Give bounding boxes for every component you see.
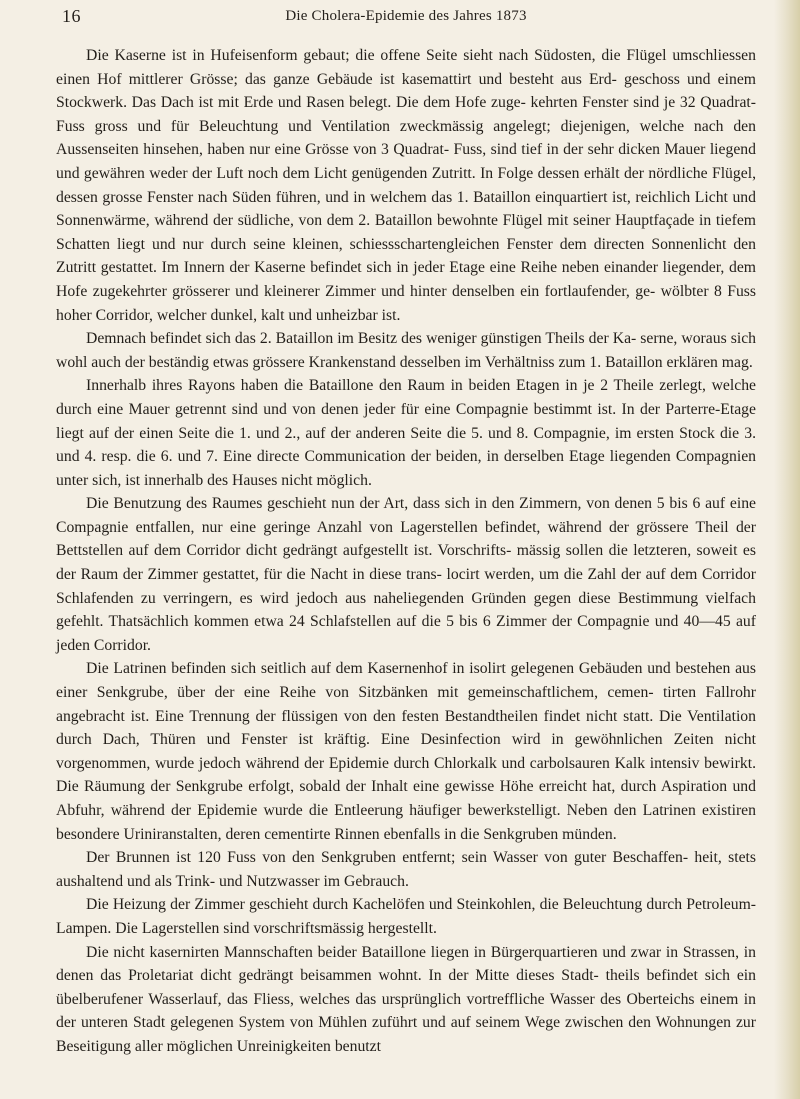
page-edge-shadow	[774, 0, 800, 1099]
paragraph-bataillon-comparison: Demnach befindet sich das 2. Bataillon im Besitz des weniger günstigen Theils der Ka- serne, woraus sich wohl auch der beständig etwas grössere Krankenstand desselben im Verhältniss zum 1. Bataillon erklären mag.	[56, 330, 756, 371]
running-title: Die Cholera-Epidemie des Jahres 1873	[285, 8, 527, 24]
paragraph-room-usage: Die Benutzung des Raumes geschieht nun der Art, dass sich in den Zimmern, von denen 5 bis 6 auf eine Compagnie entfallen, nur eine geringe Anzahl von Lagerstellen befindet, während der grössere Theil der Bettstellen auf dem Corridor dicht gedrängt aufgestellt ist. Vorschrifts- mässig sollen die letzteren, soweit es der Raum der Zimmer gestattet, für die Nacht in diese trans- locirt werden, um die Zahl der auf dem Corridor Schlafenden zu verringern, es wird jedoch aus naheliegenden Gründen gegen diese Bestimmung vielfach gefehlt. Thatsächlich kommen etwa 24 Schlafstellen auf die 5 bis 6 Zimmer der Compagnie und 40—45 auf jeden Corridor.	[56, 495, 756, 654]
paragraph-rayon-division: Innerhalb ihres Rayons haben die Bataillone den Raum in beiden Etagen in je 2 Theile zerlegt, welche durch eine Mauer getrennt sind und von denen jeder für eine Compagnie bestimmt ist. In der Parterre-Etage liegt auf der einen Seite die 1. und 2., auf der anderen Seite die 5. und 8. Compagnie, im ersten Stock die 3. und 4. resp. die 6. und 7. Eine directe Communication der beiden, in derselben Etage liegenden Compagnien unter sich, ist innerhalb des Hauses nicht möglich.	[56, 377, 756, 489]
paragraph-kaserne-description: Die Kaserne ist in Hufeisenform gebaut; die offene Seite sieht nach Südosten, die Flügel umschliessen einen Hof mittlerer Grösse; das ganze Gebäude ist kasemattirt und besteht aus Erd- geschoss und einem Stockwerk. Das Dach ist mit Erde und Rasen belegt. Die dem Hofe zuge- kehrten Fenster sind je 32 Quadrat-Fuss gross und für Beleuchtung und Ventilation zweckmässig angelegt; diejenigen, welche nach den Aussenseiten hinsehen, haben nur eine Grösse von 3 Quadrat- Fuss, sind tief in der sehr dicken Mauer liegend und gewähren weder der Luft noch dem Licht genügenden Zutritt. In Folge dessen erhält der nördliche Flügel, dessen grosse Fenster nach Süden führen, und in welchem das 1. Bataillon einquartiert ist, reichlich Licht und Sonnenwärme, während der südliche, von dem 2. Bataillon bewohnte Flügel mit seiner Hauptfaçade in tiefem Schatten liegt und nur durch seine kleinen, schiessschartengleichen Fenster dem directen Sonnenlicht den Zutritt gestattet. Im Innern der Kaserne befindet sich in jeder Etage eine Reihe neben einander liegender, dem Hofe zugekehrter grösserer und kleinerer Zimmer und hinter denselben ein fortlaufender, ge- wölbter 8 Fuss hoher Corridor, welcher dunkel, kalt und unheizbar ist.	[56, 47, 756, 324]
paragraph-quarters: Die nicht kasernirten Mannschaften beider Bataillone liegen in Bürgerquartieren und zwar in Strassen, in denen das Proletariat dicht gedrängt beisammen wohnt. In der Mitte dieses Stadt- theils befindet sich ein übelberufener Wasserlauf, das Fliess, welches das ursprünglich vortreffliche Wasser des Oberteichs einem in der unteren Stadt gelegenen System von Mühlen zuführt und auf seinem Wege zwischen den Wohnungen zur Beseitigung aller möglichen Unreinigkeiten benutzt	[56, 943, 756, 1055]
body-text	[56, 44, 756, 1059]
page-header	[56, 6, 756, 30]
paragraph-latrines: Die Latrinen befinden sich seitlich auf dem Kasernenhof in isolirt gelegenen Gebäuden und bestehen aus einer Senkgrube, über der eine Reihe von Sitzbänken mit gemeinschaftlichem, cemen- tirten Fallrohr angebracht ist. Eine Trennung der flüssigen von den festen Bestandtheilen findet nicht statt. Die Ventilation durch Dach, Thüren und Fenster ist kräftig. Eine Desinfection wird in gewöhnlichen Zeiten nicht vorgenommen, wurde jedoch während der Epidemie durch Chlorkalk und carbolsauren Kalk intensiv bewirkt. Die Räumung der Senkgrube erfolgt, sobald der Inhalt eine gewisse Höhe erreicht hat, durch Aspiration und Abfuhr, während der Epidemie wurde die Entleerung häufiger bewerkstelligt. Neben den Latrinen existiren besondere Uriniranstalten, deren cementirte Rinnen ebenfalls in die Senkgruben münden.	[56, 660, 756, 843]
paragraph-heating: Die Heizung der Zimmer geschieht durch Kachelöfen und Steinkohlen, die Beleuchtung durch Petroleum-Lampen. Die Lagerstellen sind vorschriftsmässig hergestellt.	[56, 896, 756, 937]
paragraph-well: Der Brunnen ist 120 Fuss von den Senkgruben entfernt; sein Wasser von guter Beschaffen- heit, stets aushaltend und als Trink- und Nutzwasser im Gebrauch.	[56, 849, 756, 890]
page-number: 16	[62, 6, 81, 26]
